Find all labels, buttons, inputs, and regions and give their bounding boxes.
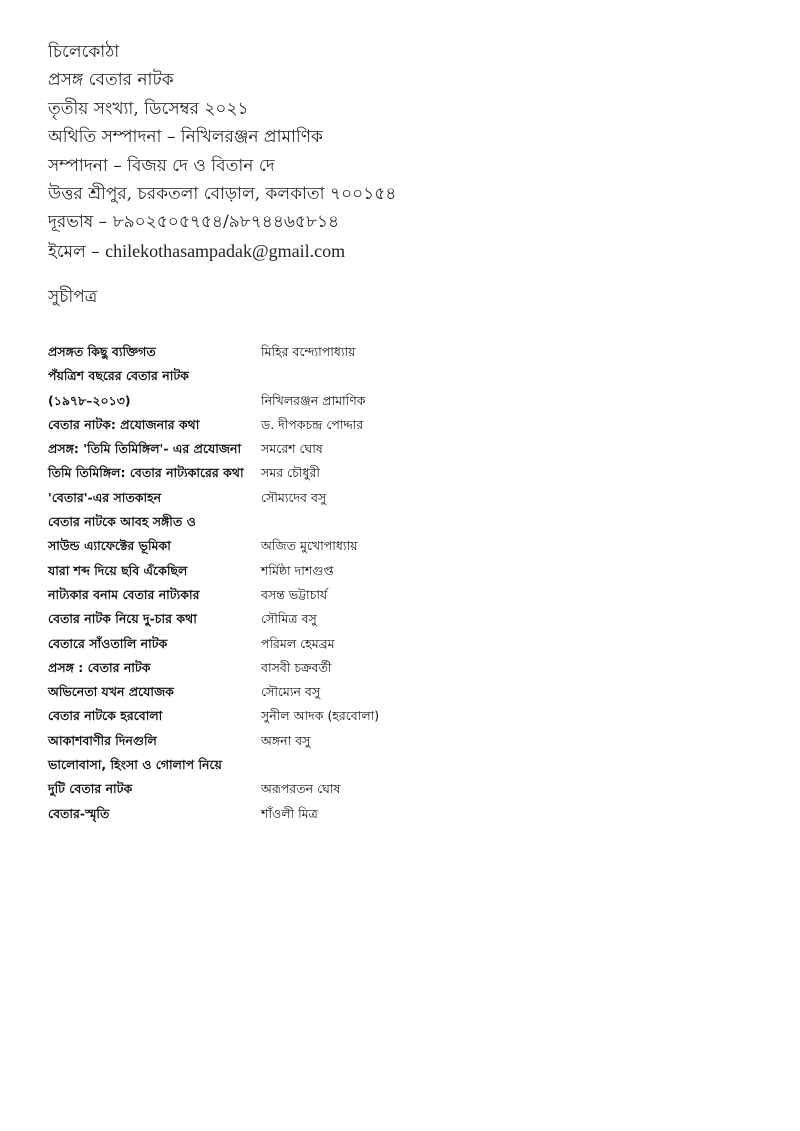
toc-entry-title <box>48 583 263 607</box>
toc-entry-title-line: দুটি বেতার নাটক <box>48 781 133 797</box>
toc-entry-title <box>48 364 263 413</box>
phone-number: ৮৯০২৫০৫৭৫৪/৯৮৭৪৪৬৫৮১৪ <box>112 212 340 233</box>
toc-entry-author: সৌম্যেন বসু <box>261 684 321 700</box>
toc-entry-title-line: ভালোবাসা, হিংসা ও গোলাপ নিয়ে <box>48 757 222 773</box>
toc-entry-title <box>48 607 263 631</box>
magazine-name: চিলেকোঠা <box>48 42 120 62</box>
toc-entry-author: মিহির বন্দ্যোপাধ্যায় <box>261 344 356 359</box>
toc-entry-title-line: অভিনেতা যখন প্রযোজক <box>48 684 174 700</box>
toc-entry-title <box>48 340 263 364</box>
toc-entry-author: শাঁওলী মিত্র <box>261 805 318 821</box>
toc-entry-title-line: নাট্যকার বনাম বেতার নাট্যকার <box>48 586 200 602</box>
toc-entry-title-line: বেতার নাটক নিয়ে দু-চার কথা <box>48 611 197 627</box>
issue-theme: প্রসঙ্গ বেতার নাটক <box>48 70 174 91</box>
toc-entry-title-line: প্রসঙ্গত কিছু ব্যক্তিগত <box>48 344 156 359</box>
toc-entry-title-line: বেতারে সাঁওতালি নাটক <box>48 635 168 651</box>
toc-entry-title-line: (১৯৭৮–২০১৩) <box>48 392 131 408</box>
toc-entry-title <box>48 753 263 802</box>
phone-label: দূরভাষ – <box>48 212 113 233</box>
phone-line <box>48 208 396 236</box>
toc-entry-author: সৌম্যদেব বসু <box>261 489 327 505</box>
toc-entry-title <box>48 704 263 728</box>
toc-entry-author: সমরেশ ঘোষ <box>261 441 323 457</box>
toc-entry-title-line: 'বেতার'-এর সাতকাহন <box>48 489 162 505</box>
toc-entry-title <box>48 559 263 583</box>
toc-entry-author: পরিমল হেমব্রম <box>261 635 335 651</box>
toc-entry-author: অজিত মুখোপাধ্যায় <box>261 538 358 554</box>
toc-entry-title-line: যারা শব্দ দিয়ে ছবি এঁকেছিল <box>48 562 188 578</box>
toc-entry-title <box>48 802 263 826</box>
toc-entry-author: শর্মিষ্ঠা দাশগুপ্ত <box>261 562 334 578</box>
toc-entry-title-line: তিমি তিমিঙ্গিল: বেতার নাট্যকারের কথা <box>48 465 244 481</box>
toc-entry-title-line: প্রসঙ্গ : বেতার নাটক <box>48 659 151 675</box>
toc-entry-title-line: বেতার নাটক: প্রযোজনার কথা <box>48 416 200 432</box>
toc-entry-title <box>48 486 263 510</box>
masthead <box>48 38 396 265</box>
toc-entry-title-line: বেতার-স্মৃতি <box>48 805 110 821</box>
toc-entry-author: বসন্ত ভট্টাচার্য <box>261 586 328 602</box>
email-address: chilekothasampadak@gmail.com <box>105 240 346 261</box>
toc-entry-author: সৌমিত্র বসু <box>261 611 317 627</box>
toc-entry-author: নিখিলরঞ্জন প্রামাণিক <box>261 392 366 408</box>
email-line <box>48 237 396 265</box>
address: উত্তর শ্রীপুর, চরকতলা বোড়াল, কলকাতা ৭০০১৫৪ <box>48 183 397 204</box>
toc-entry-author: সুনীল আদক (হরবোলা) <box>261 708 380 724</box>
toc-entry-title-line: প্রসঙ্গ: 'তিমি তিমিঙ্গিল'- এর প্রযোজনা <box>48 441 242 457</box>
editors: সম্পাদনা – বিজয় দে ও বিতান দে <box>48 155 275 176</box>
guest-editor: অথিতি সম্পাদনা – নিখিলরঞ্জন প্রামাণিক <box>48 127 323 148</box>
toc-entry-title <box>48 461 263 485</box>
toc-entry-title-line: বেতার নাটকে হরবোলা <box>48 708 163 724</box>
toc-entry-title <box>48 632 263 656</box>
toc-entry-title <box>48 437 263 461</box>
email-label: ইমেল – <box>48 241 106 262</box>
toc-entry-author: অঙ্গনা বসু <box>261 732 311 748</box>
toc-entry-title-line: পঁয়ত্রিশ বছরের বেতার নাটক <box>48 368 189 384</box>
toc-entry-title <box>48 680 263 704</box>
toc-heading: সুচীপত্র <box>48 287 98 307</box>
toc-entry-title <box>48 729 263 753</box>
toc-entry-author: সমর চৌধুরী <box>261 465 320 481</box>
issue-number-date: তৃতীয় সংখ্যা, ডিসেম্বর ২০২১ <box>48 98 249 119</box>
toc-entry-title-line: আকাশবাণীর দিনগুলি <box>48 732 157 748</box>
toc-entry-title <box>48 413 263 437</box>
toc-entry-title-line: বেতার নাটকে আবহ সঙ্গীত ও <box>48 514 196 530</box>
toc-entry-title <box>48 510 263 559</box>
toc-entry-title-line: সাউন্ড এ্যাফেক্টের ভূমিকা <box>48 538 171 554</box>
toc-entry-author: অরূপরতন ঘোষ <box>261 781 341 797</box>
toc-entry-author: ড. দীপকচন্দ্র পোদ্দার <box>261 416 364 432</box>
toc-entry-title <box>48 656 263 680</box>
toc-entry-author: বাসবী চক্রবর্তী <box>261 659 332 675</box>
